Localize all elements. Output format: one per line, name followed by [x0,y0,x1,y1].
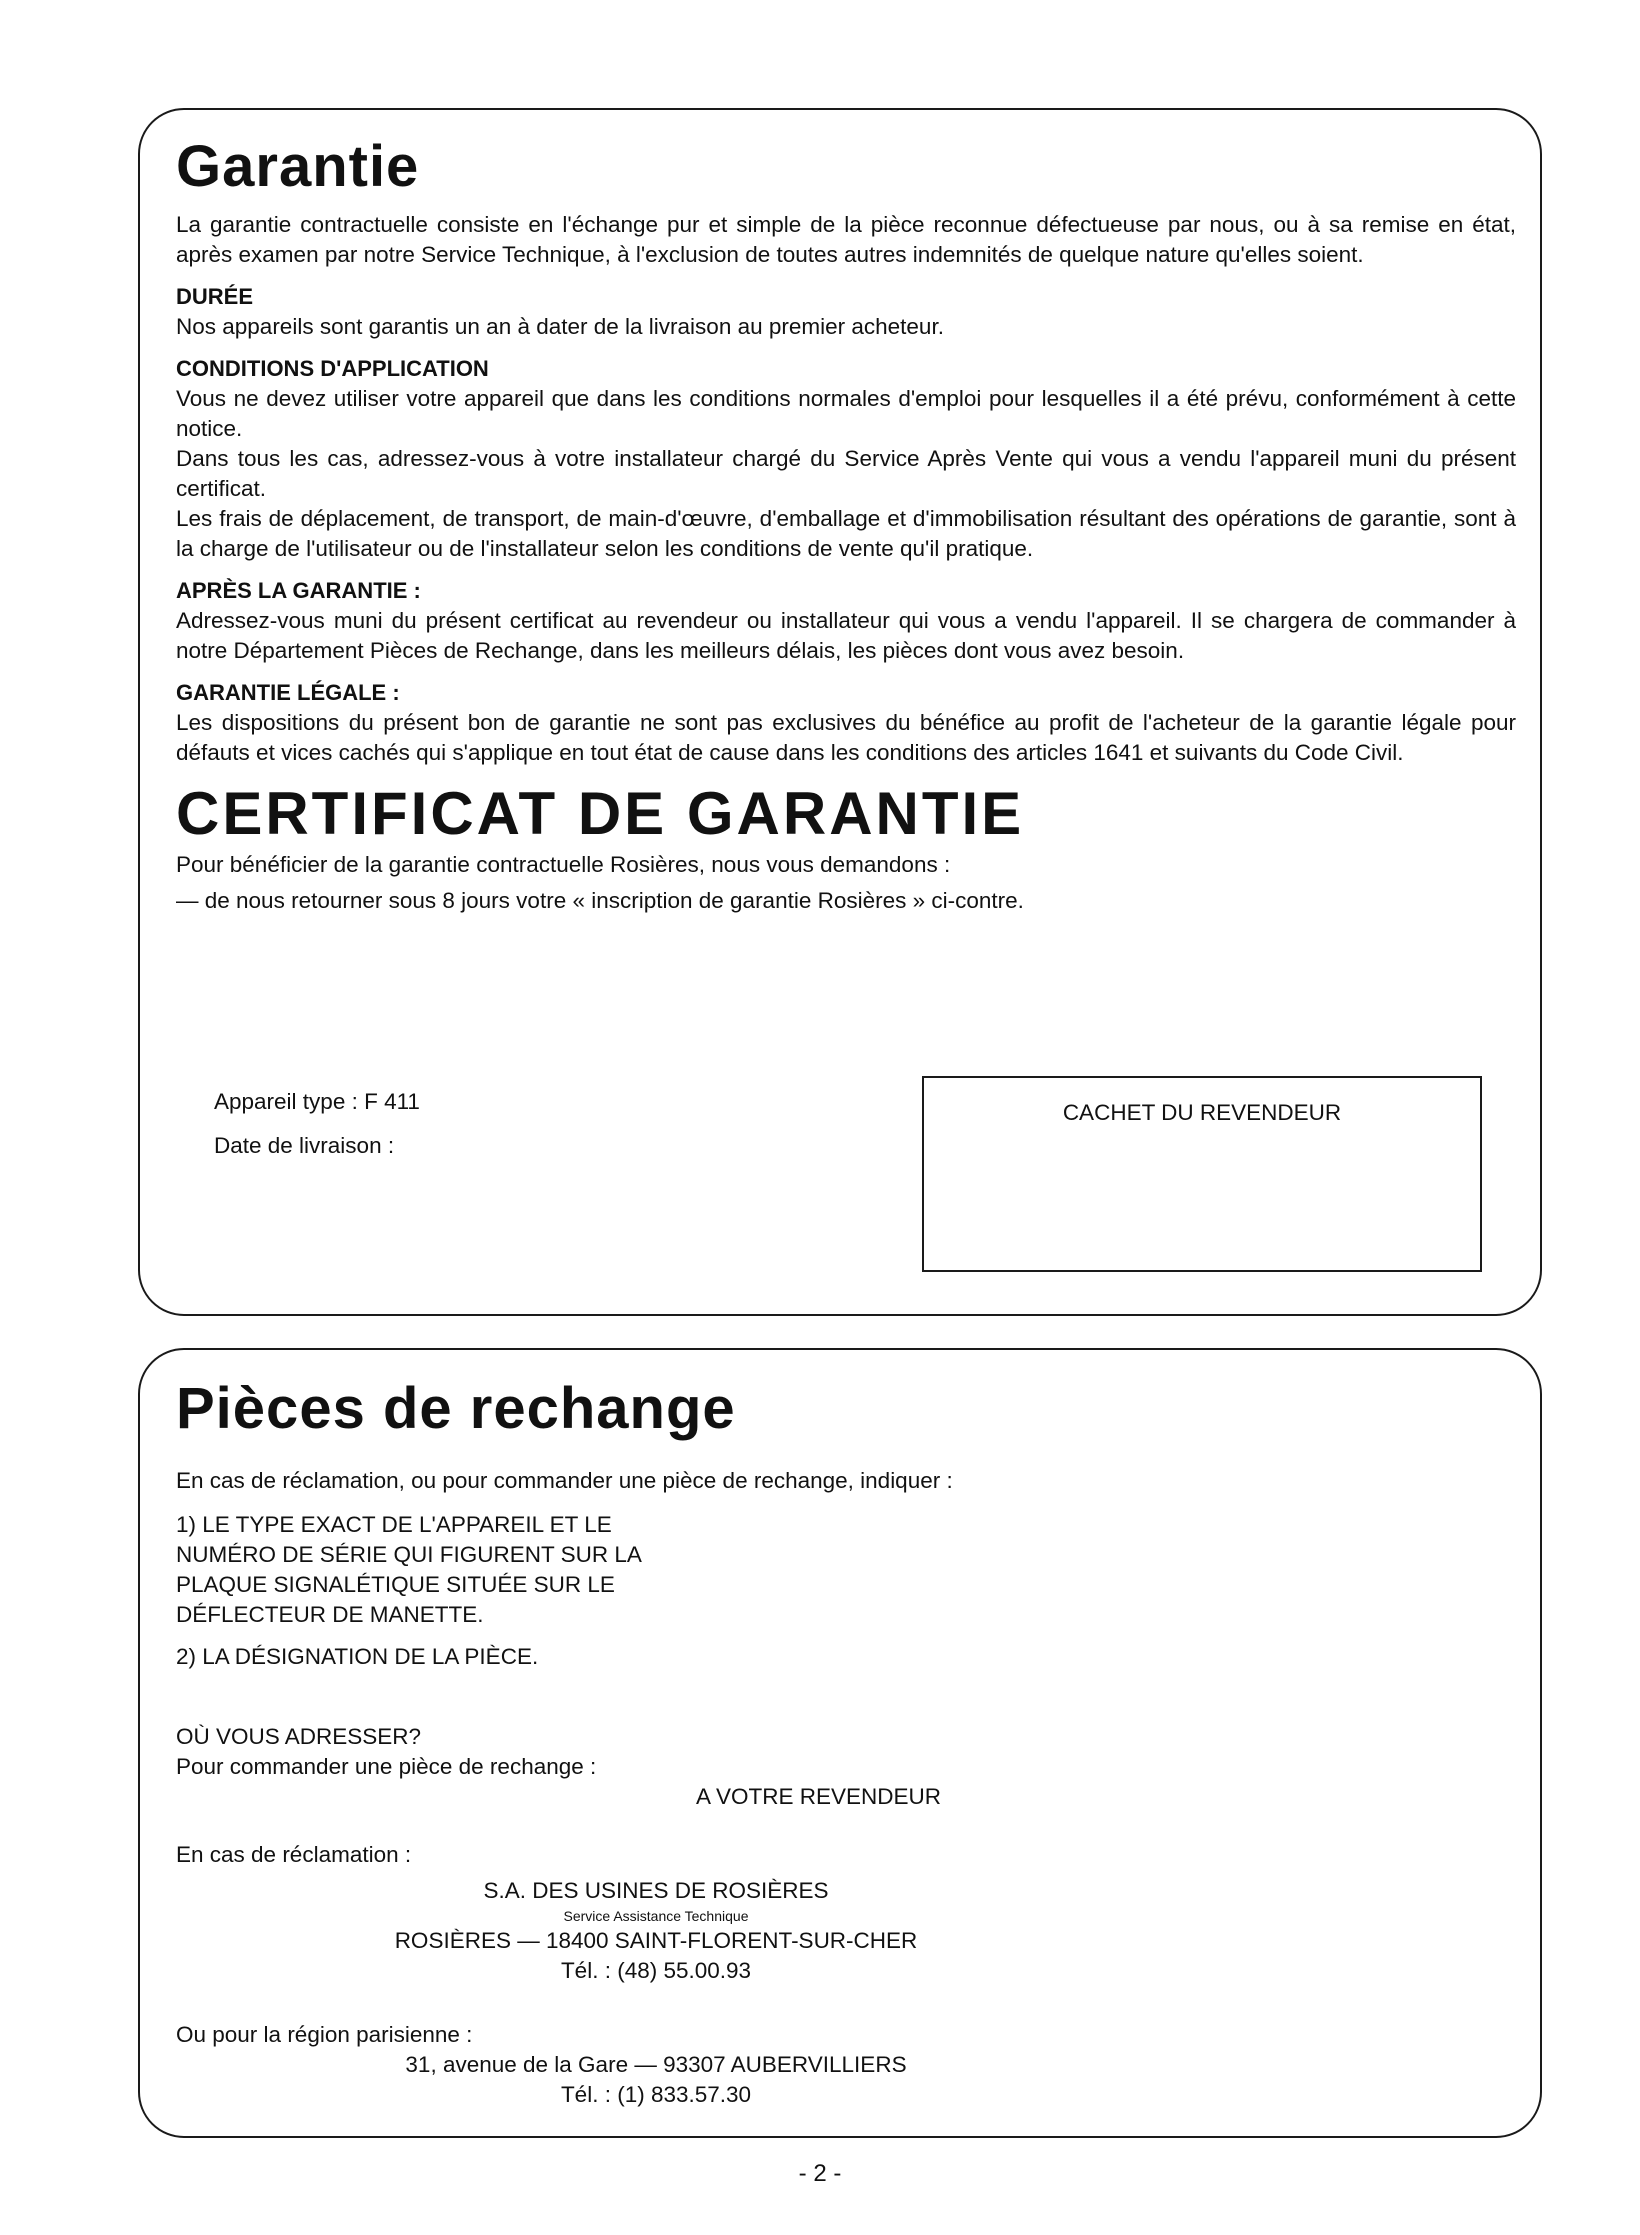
pieces-section [176,1376,1516,2110]
garantie-title: Garantie [176,134,420,199]
duree-text: Nos appareils sont garantis un an à dater de la livraison au premier acheteur. [176,314,944,339]
address-aubervilliers: 31, avenue de la Gare — 93307 AUBERVILLIERS [405,2052,907,2077]
page-number: - 2 - [798,2160,842,2187]
duree-heading: DURÉE [176,284,254,309]
commander-label: Pour commander une pièce de rechange : [176,1754,597,1779]
conditions-p2: Dans tous les cas, adressez-vous à votre installateur chargé du Service Après Vente qui vous a vendu l'appareil muni du présent certificat. [176,446,1516,501]
garantie-section [176,134,1516,916]
stamp-box [922,1076,1482,1272]
date-livraison: Date de livraison : [214,1133,395,1158]
revendeur: A VOTRE REVENDEUR [696,1784,942,1809]
pieces-intro: En cas de réclamation, ou pour commander une pièce de rechange, indiquer : [176,1468,953,1493]
certificat-item: — de nous retourner sous 8 jours votre « inscription de garantie Rosières » ci-contre. [176,888,1024,913]
region-label: Ou pour la région parisienne : [176,2022,473,2047]
item1-line4: DÉFLECTEUR DE MANETTE. [176,1602,484,1627]
apres-heading: APRÈS LA GARANTIE : [176,578,421,603]
reclamation-label: En cas de réclamation : [176,1842,412,1867]
stamp-label: CACHET DU REVENDEUR [1062,1100,1342,1125]
item1-line3: PLAQUE SIGNALÉTIQUE SITUÉE SUR LE [176,1572,615,1597]
service-name: Service Assistance Technique [563,1908,749,1924]
certificat-form [214,1080,420,1168]
item1-line2: NUMÉRO DE SÉRIE QUI FIGURENT SUR LA [176,1542,642,1567]
certificat-intro: Pour bénéficier de la garantie contractuelle Rosières, nous vous demandons : [176,852,951,877]
ou-adresser: OÙ VOUS ADRESSER? [176,1724,422,1749]
appareil-type: Appareil type : F 411 [214,1089,420,1114]
pieces-title: Pièces de rechange [176,1376,736,1441]
tel-rosieres: Tél. : (48) 55.00.93 [560,1958,752,1983]
conditions-p1: Vous ne devez utiliser votre appareil que dans les conditions normales d'emploi pour lesquelles il a été prévu, conformément à cette notice. [176,386,1516,441]
item2: 2) LA DÉSIGNATION DE LA PIÈCE. [176,1644,539,1669]
legale-text: Les dispositions du présent bon de garantie ne sont pas exclusives du bénéfice au profit de l'acheteur de la garantie légale pour défauts et vices cachés qui s'applique en tout état de cause dans les conditions des articles 1641 et suivants du Code Civil. [176,710,1516,765]
address-rosieres: ROSIÈRES — 18400 SAINT-FLORENT-SUR-CHER [394,1928,918,1953]
apres-text: Adressez-vous muni du présent certificat au revendeur ou installateur qui vous a vendu l'appareil. Il se chargera de commander à notre Département Pièces de Rechange, dans les meilleurs délais, les pièces dont vous avez besoin. [176,608,1516,663]
company-name: S.A. DES USINES DE ROSIÈRES [483,1878,829,1903]
legale-heading: GARANTIE LÉGALE : [176,680,400,705]
tel-aubervilliers: Tél. : (1) 833.57.30 [560,2082,752,2107]
conditions-heading: CONDITIONS D'APPLICATION [176,356,489,381]
conditions-p3: Les frais de déplacement, de transport, de main-d'œuvre, d'emballage et d'immobilisation résultant des opérations de garantie, sont à la charge de l'utilisateur ou de l'installateur selon les conditions de vente qu'il pratique. [176,506,1516,561]
certificat-title: CERTIFICAT DE GARANTIE [176,780,1025,847]
item1-line1: 1) LE TYPE EXACT DE L'APPAREIL ET LE [176,1512,612,1537]
garantie-intro: La garantie contractuelle consiste en l'échange pur et simple de la pièce reconnue défectueuse par nous, ou à sa remise en état, après examen par notre Service Technique, à l'exclusion de toutes autres indemnités de quelque nature qu'elles soient. [176,212,1516,267]
